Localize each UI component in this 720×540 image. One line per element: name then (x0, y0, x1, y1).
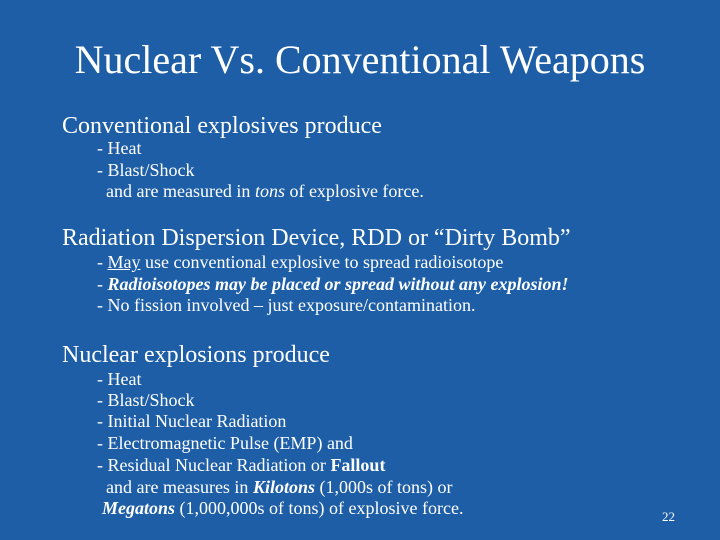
nuclear-item-fallout (97, 455, 385, 476)
rdd-heading: Radiation Dispersion Device, RDD or “Dirty Bomb” (62, 225, 571, 251)
rdd-item-may (97, 252, 503, 273)
rdd-item-radioisotopes-dash: - (97, 274, 108, 294)
nuclear-measure-line-2 (102, 498, 463, 519)
conventional-item-heat: - Heat (97, 138, 142, 158)
nuclear-measure2-post: (1,000,000s of tons) of explosive force. (175, 498, 464, 518)
conventional-measure-tons: tons (254, 181, 285, 201)
nuclear-item-heat: - Heat (97, 369, 142, 389)
nuclear-item-blast: - Blast/Shock (97, 390, 195, 410)
conventional-measure-line (106, 181, 424, 202)
nuclear-item-emp: - Electromagnetic Pulse (EMP) and (97, 433, 353, 453)
nuclear-measure1-pre: and are measures in (106, 477, 253, 497)
nuclear-heading: Nuclear explosions produce (62, 342, 330, 368)
nuclear-item-fallout-word: Fallout (330, 455, 386, 475)
nuclear-measure1-kilotons: Kilotons (252, 477, 315, 497)
nuclear-measure1-post: (1,000s of tons) or (314, 477, 453, 497)
rdd-item-may-word: May (107, 252, 141, 272)
nuclear-item-initial-radiation: - Initial Nuclear Radiation (97, 411, 287, 431)
nuclear-measure2-megatons: Megatons (102, 498, 176, 518)
conventional-measure-post: of explosive force. (284, 181, 424, 201)
rdd-item-may-dash: - (97, 252, 108, 272)
conventional-item-blast: - Blast/Shock (97, 160, 195, 180)
slide-title: Nuclear Vs. Conventional Weapons (74, 37, 646, 82)
conventional-measure-pre: and are measured in (106, 181, 255, 201)
nuclear-measure-line-1 (106, 477, 452, 498)
rdd-item-radioisotopes (97, 274, 569, 295)
rdd-item-radioisotopes-text: Radioisotopes may be placed or spread without any explosion! (107, 274, 569, 294)
nuclear-item-fallout-pre: - Residual Nuclear Radiation or (97, 455, 331, 475)
page-number: 22 (662, 509, 675, 524)
rdd-item-no-fission: - No fission involved – just exposure/contamination. (97, 295, 476, 315)
rdd-item-may-rest: use conventional explosive to spread radioisotope (140, 252, 504, 272)
conventional-heading: Conventional explosives produce (62, 113, 382, 139)
